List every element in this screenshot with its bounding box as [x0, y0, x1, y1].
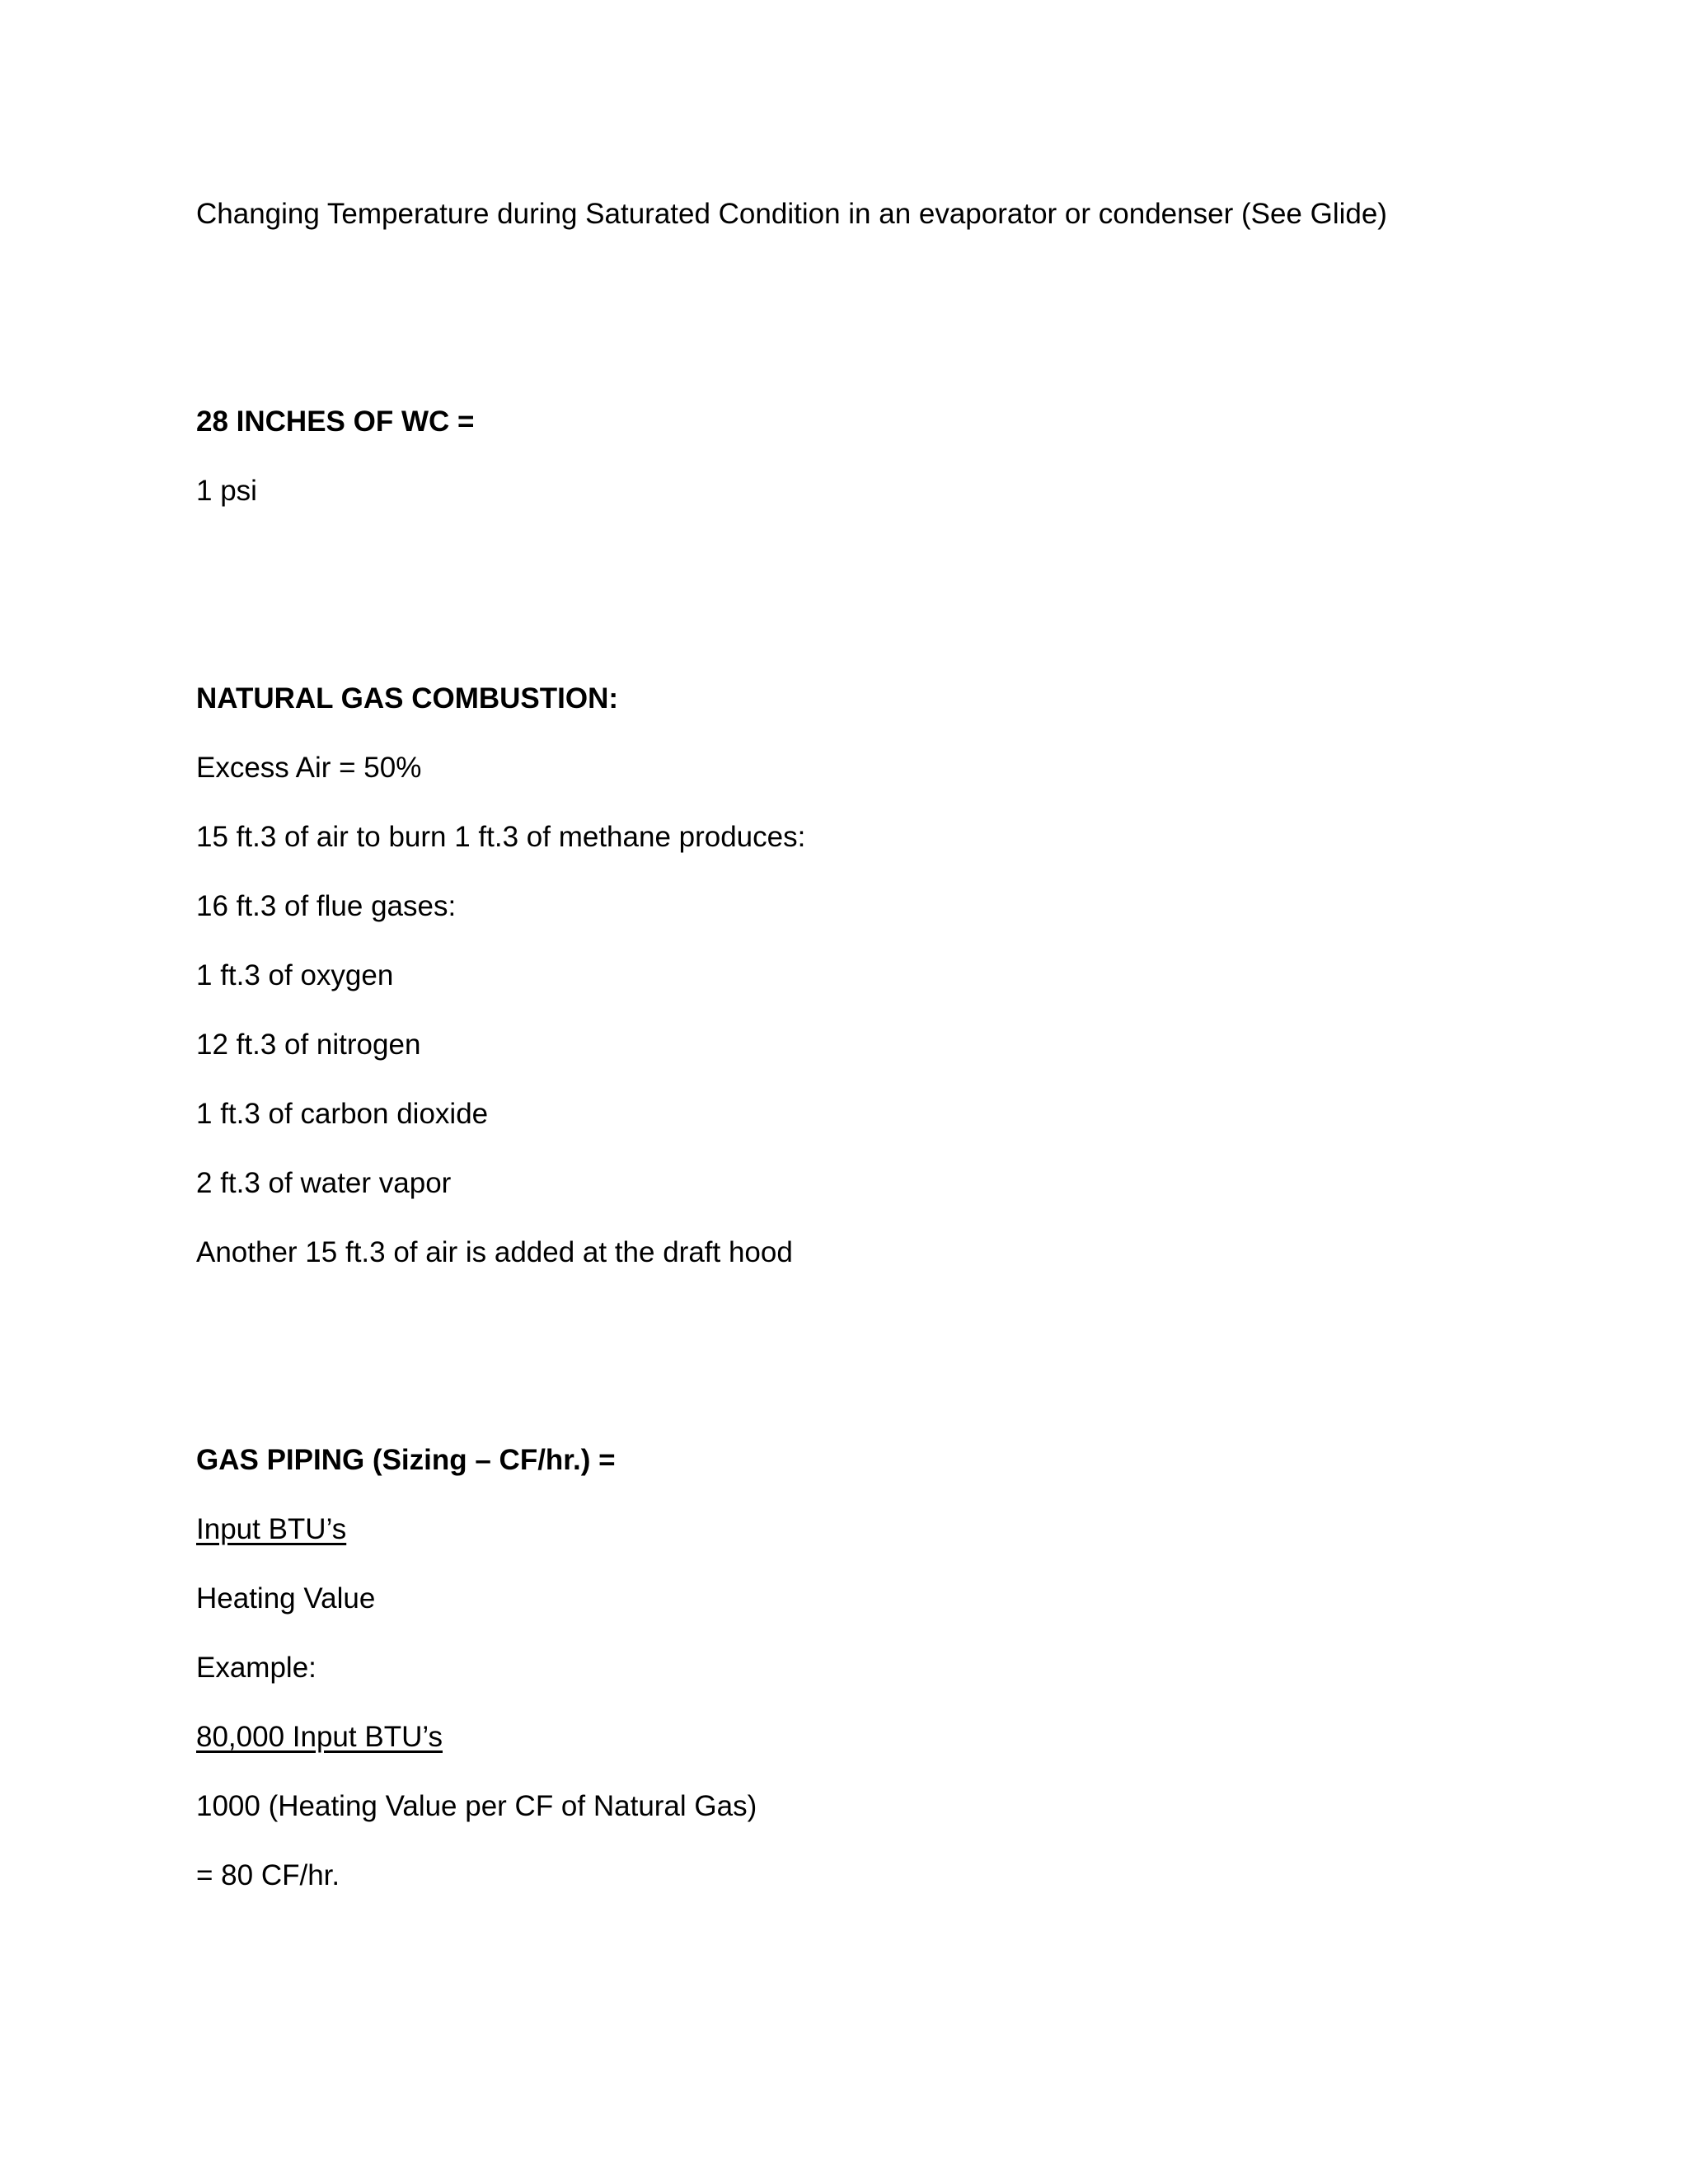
combustion-line: 2 ft.3 of water vapor — [196, 1167, 452, 1199]
intro-text: Changing Temperature during Saturated Condition in an evaporator or condenser (See Glide) — [196, 198, 1387, 230]
example-denominator: 1000 (Heating Value per CF of Natural Gas) — [196, 1790, 757, 1822]
combustion-line: 16 ft.3 of flue gases: — [196, 890, 457, 922]
combustion-heading: NATURAL GAS COMBUSTION: — [196, 682, 619, 715]
combustion-line: Excess Air = 50% — [196, 752, 422, 784]
example-numerator: 80,000 Input BTU’s — [196, 1721, 443, 1753]
combustion-line: 1 ft.3 of carbon dioxide — [196, 1098, 489, 1130]
pressure-value: 1 psi — [196, 475, 257, 507]
example-result: = 80 CF/hr. — [196, 1859, 340, 1891]
piping-numerator: Input BTU’s — [196, 1513, 347, 1545]
piping-heading: GAS PIPING (Sizing – CF/hr.) = — [196, 1444, 616, 1476]
combustion-line: 12 ft.3 of nitrogen — [196, 1029, 421, 1061]
combustion-line: 15 ft.3 of air to burn 1 ft.3 of methane produces: — [196, 821, 806, 853]
piping-denominator: Heating Value — [196, 1582, 376, 1615]
example-label: Example: — [196, 1652, 316, 1684]
combustion-line: 1 ft.3 of oxygen — [196, 959, 394, 991]
pressure-heading: 28 INCHES OF WC = — [196, 405, 475, 438]
combustion-line: Another 15 ft.3 of air is added at the draft hood — [196, 1236, 793, 1268]
